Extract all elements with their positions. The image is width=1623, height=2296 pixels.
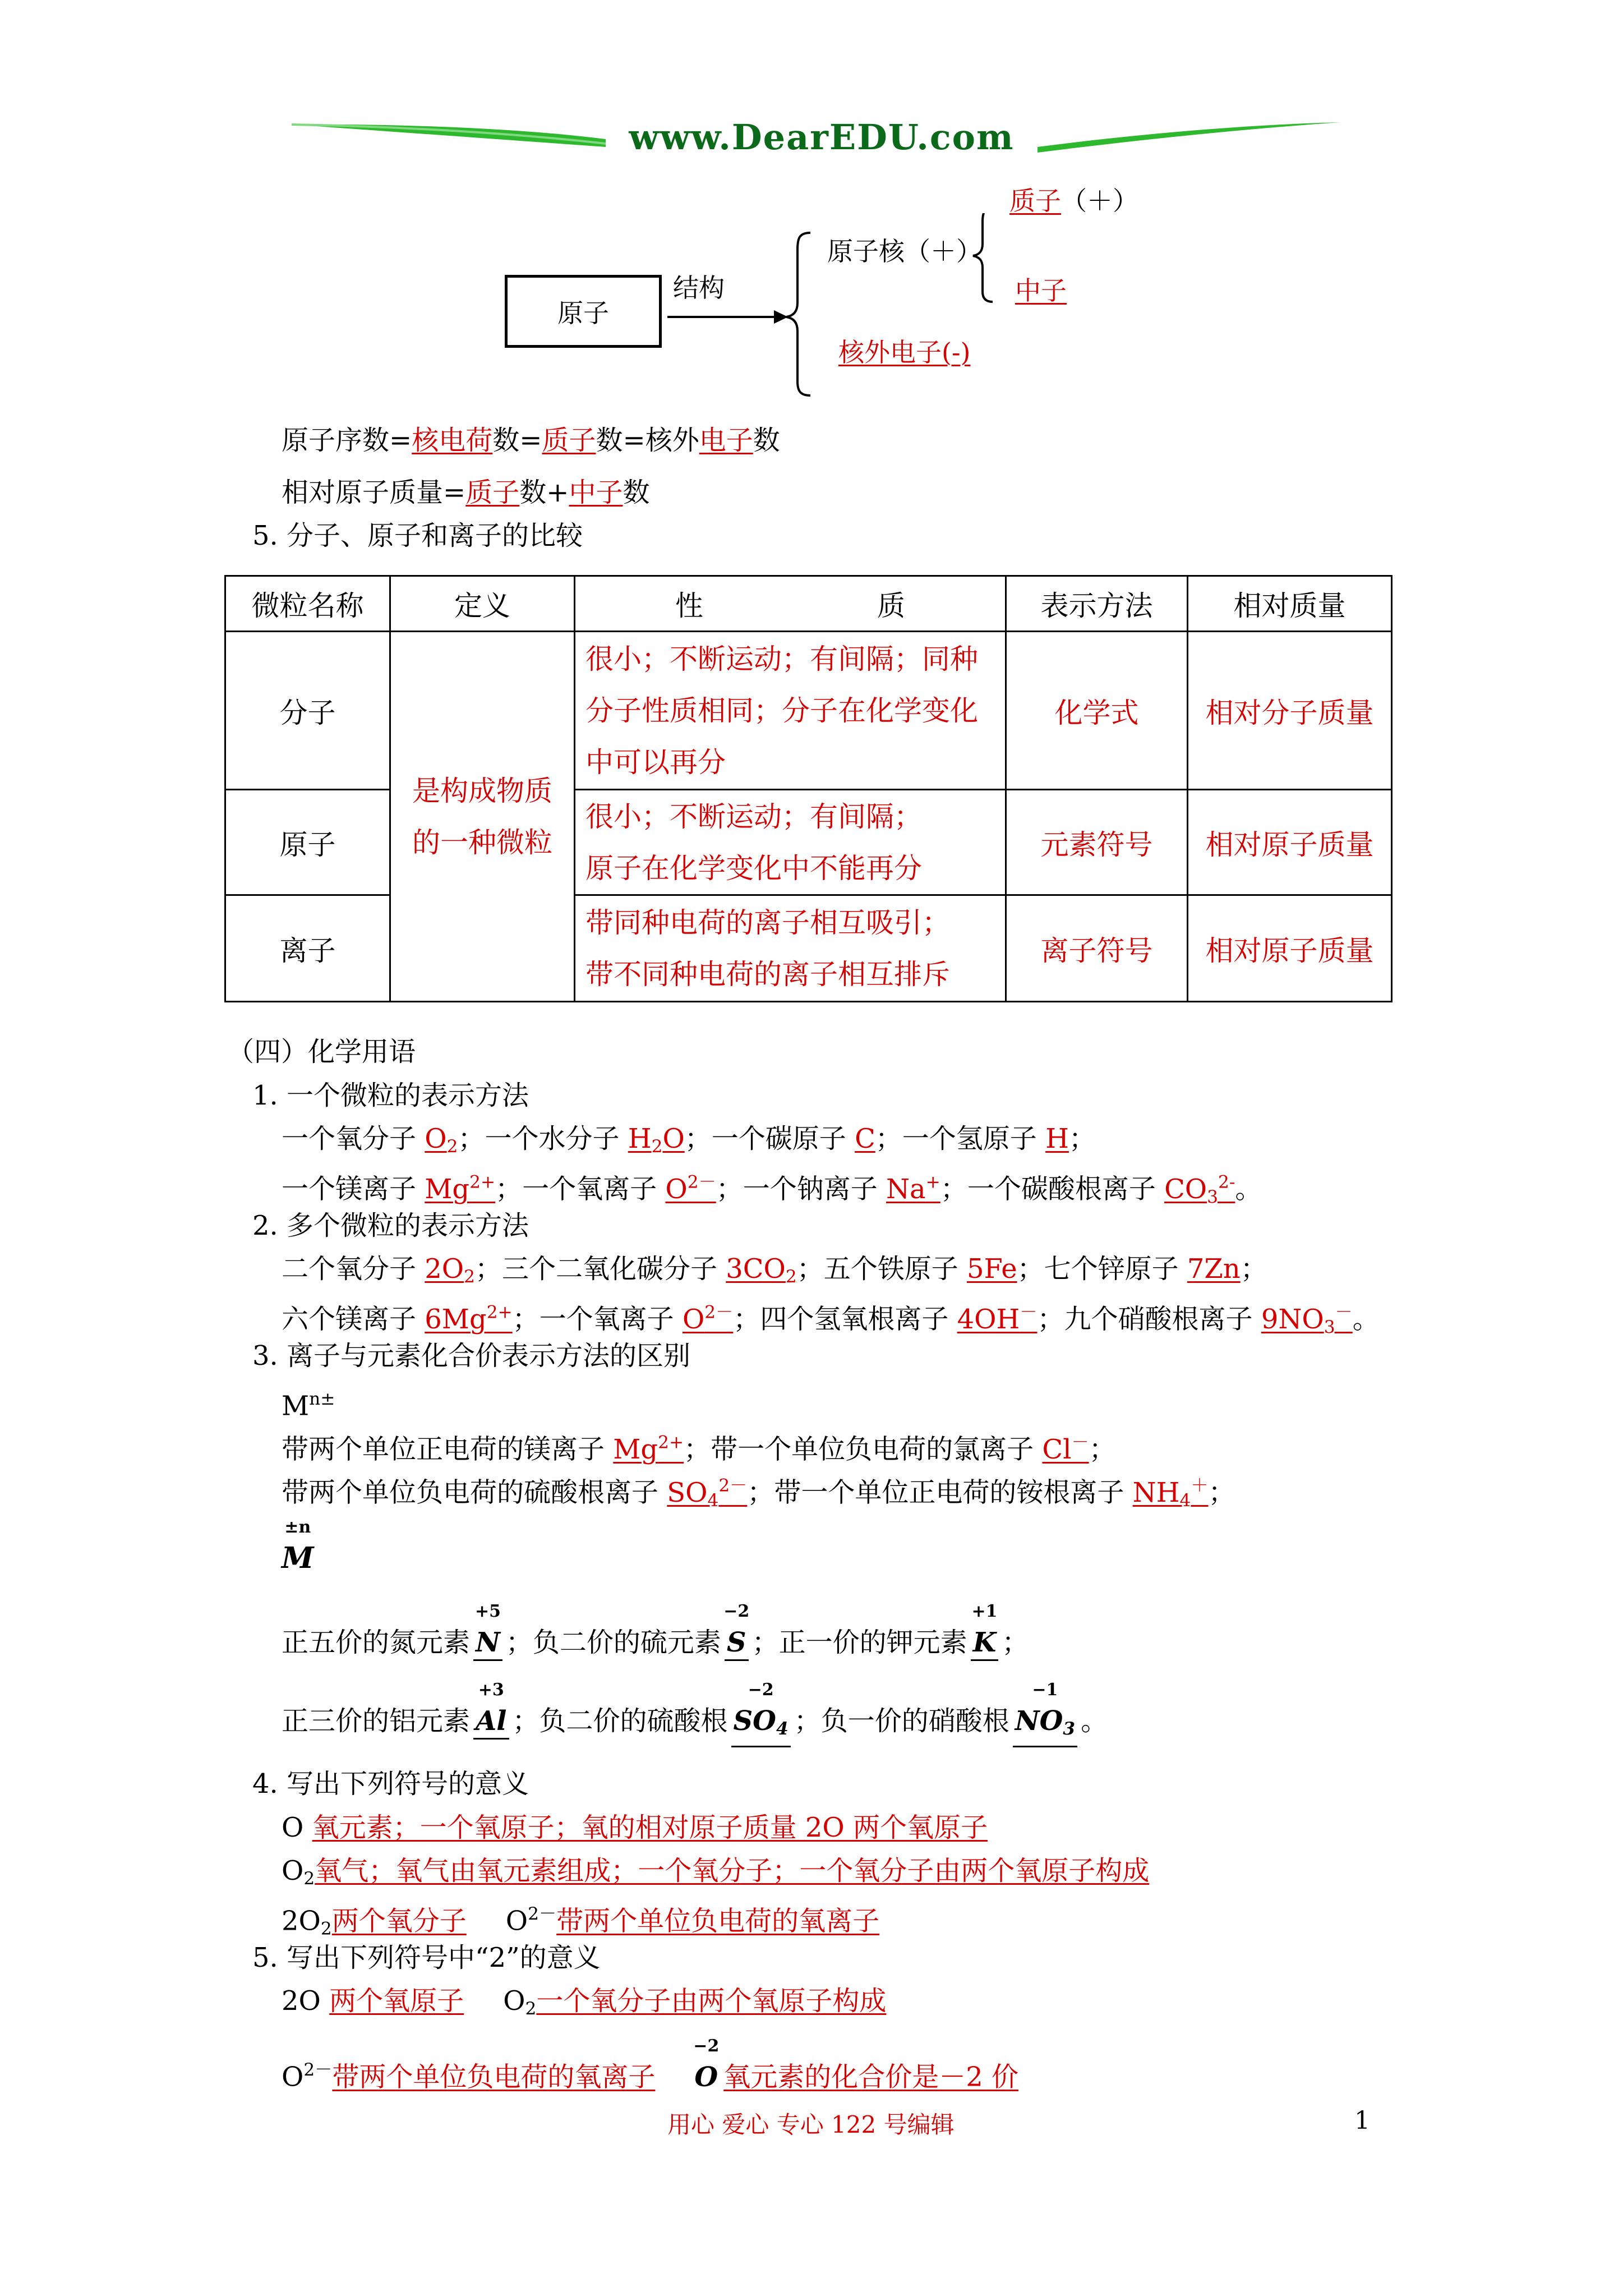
single-particle-line-2 [282,1165,1262,1214]
text: 一个氧分子 [282,1123,425,1154]
subsection-3-title: 3. 离子与元素化合价表示方法的区别 [252,1340,691,1372]
text: ； [1208,1476,1235,1508]
answer [425,1123,458,1157]
text: 数=核外 [596,425,699,456]
text: ；负二价的硫酸根 [512,1705,728,1737]
subscript: 2 [525,1998,537,2019]
formula: Cl [1042,1433,1072,1465]
subscript: 4 [776,1718,789,1739]
symbol: M [282,1541,314,1575]
answer [667,1475,748,1511]
answer: 氧元素的化合价是－2 价 [723,2061,1019,2093]
formula: H [628,1123,652,1154]
table-row [225,632,1392,790]
definition-cell [390,632,575,1002]
particle-name: 原子 [225,790,390,895]
symbol-meaning-line-2 [282,1854,1149,1895]
superscript: ＋ [1191,1475,1209,1496]
symbol: S [726,1627,746,1658]
property-line: 中可以再分 [585,746,726,779]
formula: 6Mg [425,1303,487,1335]
text: ；一个碳酸根离子 [940,1173,1165,1205]
answer: 带两个单位负电荷的氧离子 [556,1905,880,1937]
superscript: 2－ [687,1172,716,1192]
text: ；一个氢原子 [875,1123,1046,1154]
property-line: 带同种电荷的离子相互吸引； [585,906,950,939]
relative-mass: 相对原子质量 [1188,790,1392,895]
digit-two-meaning-line-2 [282,2036,1019,2094]
symbol-meaning-line-1 [282,1811,988,1844]
text: 。 [1081,1705,1108,1737]
particle-name: 离子 [225,895,390,1002]
text: ；四个氢氧根离子 [733,1303,957,1335]
valence-general-notation [276,1517,320,1575]
footer-text: 用心 爱心 专心 122 号编辑 [667,2111,955,2138]
valence-example-line-2 [282,1680,1108,1747]
text: ；七个锌原子 [1017,1253,1187,1285]
multiple-particle-line-1 [282,1252,1267,1294]
answer [683,1304,733,1335]
valence-symbol [279,1517,316,1575]
formula: O [662,1123,685,1154]
superscript: － [1335,1302,1353,1322]
table-header-row [225,576,1392,632]
neutron-label: 中子 [1015,275,1067,306]
text: ；一个氧离子 [495,1173,666,1205]
property-cell [575,790,1006,895]
formula: CO [1164,1173,1207,1205]
ion-general-notation [282,1382,335,1423]
answer: 5Fe [967,1253,1017,1285]
answer [726,1253,796,1285]
col-header: 表示方法 [1006,576,1188,632]
subscript: 3 [1324,1317,1335,1337]
answer [1261,1304,1353,1335]
symbol: O [282,1855,304,1887]
answer [1042,1434,1089,1465]
answer: H [1045,1123,1069,1154]
answer [613,1434,684,1465]
text: ； [1068,1123,1096,1154]
proton-charge: （＋） [1061,186,1138,216]
superscript: + [925,1172,940,1192]
text: ； [1089,1433,1116,1465]
subsection-1-title: 1. 一个微粒的表示方法 [252,1080,529,1111]
valence-symbol [723,1602,750,1661]
symbol: O [282,2061,304,2093]
answer: 带两个单位负电荷的氧离子 [332,2061,656,2093]
answer: C [855,1123,875,1154]
valence-example-line-1 [282,1602,1029,1661]
subscript: 4 [1179,1490,1191,1511]
valence-charge: −2 [748,1680,774,1700]
superscript: 2－ [718,1475,748,1496]
answer: 质子 [465,477,520,508]
formula: SO [667,1476,708,1508]
answer [425,1304,512,1335]
text: 带两个单位负电荷的硫酸根离子 [282,1476,667,1508]
text: ；一个氧离子 [512,1303,683,1335]
text: ；三个二氧化碳分子 [475,1253,726,1285]
text: 六个镁离子 [282,1303,425,1335]
valence-symbol [1013,1680,1077,1747]
text: ；正一价的钾元素 [751,1627,967,1658]
subscript: 2 [303,1868,315,1889]
superscript: 2- [1218,1172,1235,1192]
proton-row [1009,185,1138,217]
symbol: O [505,1905,528,1937]
formula: 3CO [726,1253,786,1285]
text: 正五价的氮元素 [282,1627,471,1658]
proton-label: 质子 [1009,186,1061,216]
valence-symbol [971,1602,999,1661]
symbol: SO [733,1705,776,1737]
ion-example-line-1 [282,1425,1116,1466]
valence-charge: ±n [284,1517,311,1537]
representation-method: 元素符号 [1006,790,1188,895]
text: ；带一个单位负电荷的氯离子 [684,1433,1043,1465]
text: ；九个硝酸根离子 [1037,1303,1261,1335]
representation-method: 离子符号 [1006,895,1188,1002]
text: 二个氧分子 [282,1253,425,1285]
superscript: 2+ [469,1172,496,1192]
property-cell [575,632,1006,790]
formula: NH [1132,1476,1180,1508]
answer [886,1174,940,1205]
answer: 两个氧原子 [329,1985,464,2017]
superscript: n± [309,1389,335,1409]
symbol: O [503,1985,525,2017]
subsection-2-title: 2. 多个微粒的表示方法 [252,1210,529,1241]
text: ；一个水分子 [458,1123,628,1154]
answer: 核电荷 [412,425,493,456]
col-header-part: 性 [675,590,703,622]
symbol: M [282,1390,310,1422]
answer [628,1123,685,1157]
atom-box-label: 原子 [557,298,609,328]
subscript: 3 [1063,1718,1076,1739]
formula: Mg [425,1173,470,1205]
answer: 中子 [569,477,623,508]
subscript: 2 [651,1136,663,1157]
property-line: 很小；不断运动；有间隔；同种 [585,642,978,675]
arrow-label: 结构 [673,273,725,303]
valence-symbol [473,1680,509,1740]
text: ；负二价的硫元素 [505,1627,721,1658]
col-header-property [575,576,1006,632]
subscript: 2 [446,1136,458,1157]
answer [425,1174,495,1205]
superscript: 2－ [704,1302,734,1322]
superscript: 2－ [528,1904,557,1924]
symbol: 2O [282,1905,321,1937]
formula: 9NO [1261,1303,1324,1335]
symbol: Al [476,1705,507,1737]
formula: O [665,1173,688,1205]
formula: O [682,1303,705,1335]
symbol-meaning-line-3 [282,1897,879,1946]
page-number: 1 [1354,2106,1370,2135]
part-4-title: （四）化学用语 [227,1036,416,1068]
text: ；五个铁原子 [796,1253,967,1285]
particle-name: 分子 [225,632,390,790]
section-5-title: 5. 分子、原子和离子的比较 [252,520,583,551]
ion-example-line-2 [282,1469,1235,1517]
superscript: 2－ [303,2060,333,2080]
electron-label: 核外电子(-) [838,337,971,367]
multiple-particle-line-2 [282,1295,1380,1344]
symbol: O [694,2061,718,2093]
symbol: NO [1015,1705,1063,1737]
single-particle-line-1 [282,1122,1096,1163]
answer: 7Zn [1187,1253,1241,1285]
symbol: O [282,1812,312,1843]
subsection-5-title: 5. 写出下列符号中“2”的意义 [252,1942,601,1973]
property-cell [575,895,1006,1002]
col-header-part: 质 [877,590,905,622]
text: 相对原子质量= [282,477,466,508]
text: 原子序数= [282,425,412,456]
answer: 一个氧分子由两个氧原子构成 [536,1985,887,2017]
relative-mass: 相对原子质量 [1188,895,1392,1002]
answer [1164,1174,1235,1205]
text: ； [1240,1253,1267,1285]
text: ；带一个单位正电荷的铵根离子 [747,1476,1133,1508]
answer: 质子 [542,425,596,456]
answer: 两个氧分子 [331,1905,467,1937]
subscript: 2 [320,1918,332,1939]
answer: 氧气；氧气由氧元素组成；一个氧分子；一个氧分子由两个氧原子构成 [315,1855,1150,1887]
symbol: K [972,1627,997,1658]
valence-charge: +3 [478,1680,504,1700]
digit-two-meaning-line-1 [282,1984,886,2026]
valence-symbol [473,1602,502,1661]
subscript: 2 [464,1266,475,1287]
col-header: 微粒名称 [225,576,390,632]
definition-line: 是构成物质 [412,774,552,807]
valence-charge: −2 [693,2036,720,2056]
answer [1132,1475,1209,1511]
answer [665,1174,716,1205]
text: ； [1002,1627,1029,1658]
symbol: N [476,1627,500,1658]
symbol: 2O [282,1985,330,2017]
superscript: － [1020,1302,1038,1322]
col-header: 定义 [390,576,575,632]
valence-charge: +5 [474,1602,501,1621]
formula: O [425,1123,447,1154]
valence-symbol [731,1680,791,1747]
text: 。 [1235,1173,1262,1205]
text: 数+ [519,477,569,508]
valence-symbol [692,2036,720,2094]
representation-method: 化学式 [1006,632,1188,790]
property-line: 原子在化学变化中不能再分 [585,852,922,885]
valence-charge: +1 [971,1602,998,1621]
text: 一个镁离子 [282,1173,425,1205]
relative-mass: 相对分子质量 [1188,632,1392,790]
formula: 4OH [957,1303,1020,1335]
superscript: 2+ [658,1432,684,1452]
property-line: 分子性质相同；分子在化学变化 [585,694,978,727]
subscript: 4 [707,1490,719,1511]
text: 数 [753,425,780,456]
formula: Na [886,1173,926,1205]
site-logo-text: www.DearEDU.com [629,117,1015,158]
property-line: 很小；不断运动；有间隔； [585,800,922,833]
definition-line: 的一种微粒 [412,826,552,859]
superscript: － [1071,1432,1089,1452]
answer [425,1253,475,1285]
answer: 电子 [699,425,753,456]
text: 数 [623,477,650,508]
subscript: 2 [785,1266,797,1287]
atomic-number-relation [282,424,780,457]
valence-charge: −2 [723,1602,750,1621]
text: ；负一价的硝酸根 [794,1705,1009,1737]
text: 正三价的铝元素 [282,1705,471,1737]
subscript: 3 [1207,1186,1218,1207]
text: 带两个单位正电荷的镁离子 [282,1433,614,1465]
formula: Mg [613,1433,658,1465]
formula: 2O [425,1253,464,1285]
property-line: 带不同种电荷的离子相互排斥 [585,958,950,991]
particle-comparison-table [224,575,1393,1002]
subsection-4-title: 4. 写出下列符号的意义 [252,1768,529,1800]
superscript: 2+ [486,1302,513,1322]
valence-charge: −1 [1032,1680,1058,1700]
text: 。 [1352,1303,1380,1335]
text: 数= [492,425,542,456]
answer [957,1304,1038,1335]
atomic-mass-relation [282,476,650,509]
col-header: 相对质量 [1188,576,1392,632]
text: ；一个钠离子 [716,1173,887,1205]
nucleus-label: 原子核（＋） [827,236,982,266]
answer: 氧元素；一个氧原子；氧的相对原子质量 2O 两个氧原子 [312,1812,988,1843]
text: ；一个碳原子 [684,1123,855,1154]
